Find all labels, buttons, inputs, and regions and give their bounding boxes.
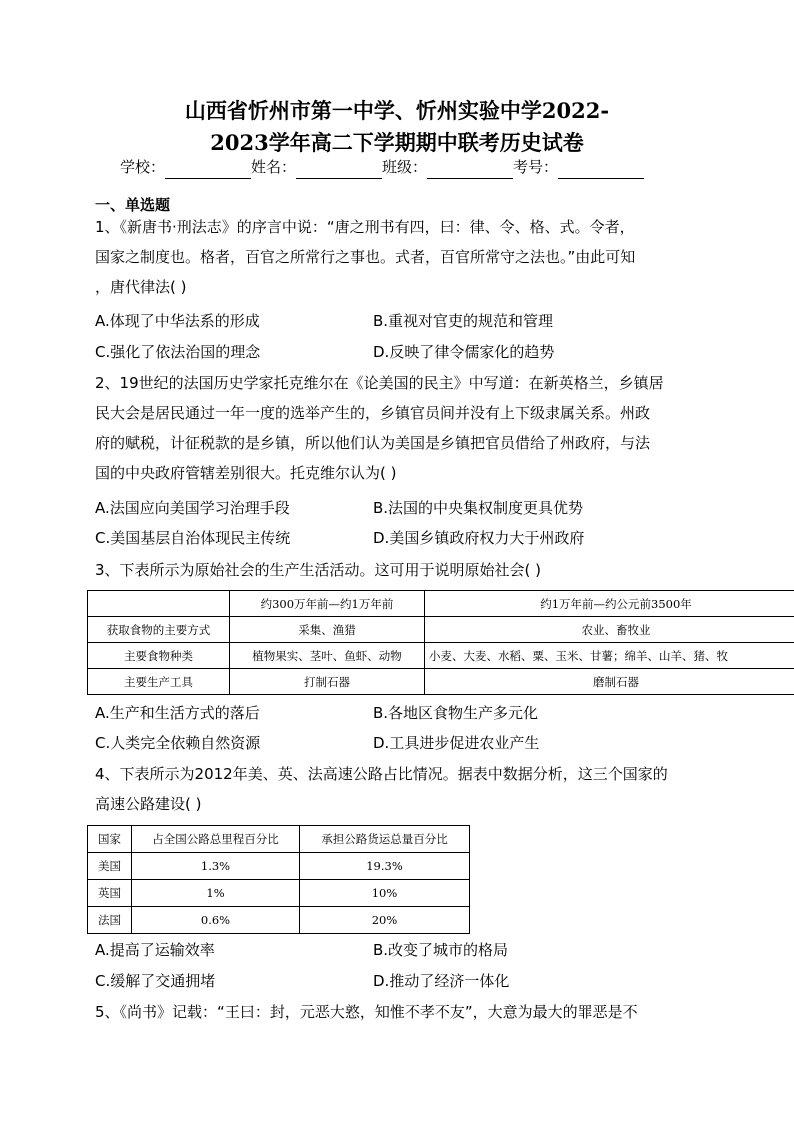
table-row	[88, 591, 794, 617]
table-cell: 0.6%	[132, 907, 300, 934]
question-4-options-row2	[95, 966, 715, 996]
option-b[interactable]: B.重视对官吏的规范和管理	[373, 312, 554, 330]
question-line: 国的中央政府管辖差别很大。托克维尔认为( )	[95, 464, 397, 482]
table-cell: 主要生产工具	[88, 669, 230, 695]
table-row	[88, 617, 794, 643]
table-cell: 约300万年前—约1万年前	[230, 591, 425, 617]
table-cell: 10%	[300, 880, 470, 907]
table-row	[88, 880, 470, 907]
table-cell: 美国	[88, 853, 132, 880]
table-cell: 小麦、大麦、水稻、粟、玉米、甘薯；绵羊、山羊、猪、牧	[425, 643, 794, 669]
question-1-stem	[95, 212, 695, 302]
question-line: 府的赋税，计征税款的是乡镇，所以他们认为美国是乡镇把官员借给了州政府，与法	[95, 434, 651, 452]
section-title: 一、单选题	[95, 196, 171, 214]
table-cell: 承担公路货运总量百分比	[300, 826, 470, 853]
option-a[interactable]: A.体现了中华法系的形成	[95, 312, 260, 330]
table-row	[88, 853, 470, 880]
table-cell: 打制石器	[230, 669, 425, 695]
question-4-options-row1	[95, 935, 715, 965]
question-line: 国家之制度也。格者，百官之所常行之事也。式者，百官所常守之法也。”由此可知	[95, 248, 636, 266]
table-row	[88, 907, 470, 934]
name-label: 姓名：	[251, 158, 297, 176]
table-cell: 采集、渔猎	[230, 617, 425, 643]
table-cell: 获取食物的主要方式	[88, 617, 230, 643]
table-cell: 1%	[132, 880, 300, 907]
question-4-stem	[95, 759, 695, 819]
option-b[interactable]: B.改变了城市的格局	[373, 941, 509, 959]
question-1-options-row2	[95, 337, 715, 367]
question-3-table-wrapper	[0, 580, 794, 710]
question-line: 民大会是居民通过一年一度的选举产生的，乡镇官员间并没有上下级隶属关系。州政	[95, 404, 651, 422]
question-line: 3、下表所示为原始社会的生产生活活动。这可用于说明原始社会( )	[95, 561, 542, 579]
option-a[interactable]: A.法国应向美国学习治理手段	[95, 499, 290, 517]
option-d[interactable]: D.反映了律令儒家化的趋势	[373, 343, 555, 361]
student-info-line	[120, 156, 644, 179]
question-1-options-row1	[95, 306, 715, 336]
table-cell: 植物果实、茎叶、鱼虾、动物	[230, 643, 425, 669]
table-row	[88, 826, 470, 853]
option-b[interactable]: B.法国的中央集权制度更具优势	[373, 499, 584, 517]
option-a[interactable]: A.生产和生活方式的落后	[95, 704, 260, 722]
exam-title-line1: 山西省忻州市第一中学、忻州实验中学2022-	[184, 98, 610, 123]
option-c[interactable]: C.缓解了交通拥堵	[95, 972, 216, 990]
table-cell: 主要食物种类	[88, 643, 230, 669]
question-line: 高速公路建设( )	[95, 795, 202, 813]
option-d[interactable]: D.推动了经济一体化	[373, 972, 510, 990]
question-3-options-row2	[95, 728, 715, 758]
question-2-options-row2	[95, 523, 715, 553]
table-cell: 20%	[300, 907, 470, 934]
school-blank[interactable]	[165, 160, 251, 179]
question-line: 1、《新唐书·刑法志》的序言中说：“唐之刑书有四，曰：律、令、格、式。令者，	[95, 218, 635, 236]
table-cell: 农业、畜牧业	[425, 617, 794, 643]
name-blank[interactable]	[296, 160, 382, 179]
table-row	[88, 669, 794, 695]
table-cell: 约1万年前—约公元前3500年	[425, 591, 794, 617]
exam-title-line2: 2023学年高二下学期期中联考历史试卷	[210, 130, 584, 155]
table-cell: 法国	[88, 907, 132, 934]
option-c[interactable]: C.人类完全依赖自然资源	[95, 734, 261, 752]
question-line: ，唐代律法( )	[95, 278, 187, 296]
question-4-table	[87, 825, 470, 934]
option-d[interactable]: D.美国乡镇政府权力大于州政府	[373, 529, 585, 547]
question-5-stem	[95, 997, 695, 1027]
question-line: 5、《尚书》记载：“王曰：封，元恶大憝，知惟不孝不友”，大意为最大的罪恶是不	[95, 1003, 638, 1021]
question-2-options-row1	[95, 493, 715, 523]
question-2-stem	[95, 368, 695, 488]
class-label: 班级：	[382, 158, 428, 176]
exam-no-label: 考号：	[513, 158, 559, 176]
table-row	[88, 643, 794, 669]
table-cell: 磨制石器	[425, 669, 794, 695]
question-line: 4、下表所示为2012年美、英、法高速公路占比情况。据表中数据分析，这三个国家的	[95, 765, 668, 783]
option-d[interactable]: D.工具进步促进农业产生	[373, 734, 540, 752]
table-cell: 占全国公路总里程百分比	[132, 826, 300, 853]
table-cell: 19.3%	[300, 853, 470, 880]
exam-no-blank[interactable]	[558, 160, 644, 179]
table-cell	[88, 591, 230, 617]
class-blank[interactable]	[427, 160, 513, 179]
question-3-table	[87, 590, 794, 695]
table-cell: 英国	[88, 880, 132, 907]
table-cell: 1.3%	[132, 853, 300, 880]
option-a[interactable]: A.提高了运输效率	[95, 941, 215, 959]
school-label: 学校：	[120, 158, 166, 176]
question-line: 2、19世纪的法国历史学家托克维尔在《论美国的民主》中写道：在新英格兰，乡镇居	[95, 374, 664, 392]
question-3-options-row1	[95, 698, 715, 728]
option-b[interactable]: B.各地区食物生产多元化	[373, 704, 539, 722]
option-c[interactable]: C.强化了依法治国的理念	[95, 343, 261, 361]
option-c[interactable]: C.美国基层自治体现民主传统	[95, 529, 291, 547]
table-cell: 国家	[88, 826, 132, 853]
